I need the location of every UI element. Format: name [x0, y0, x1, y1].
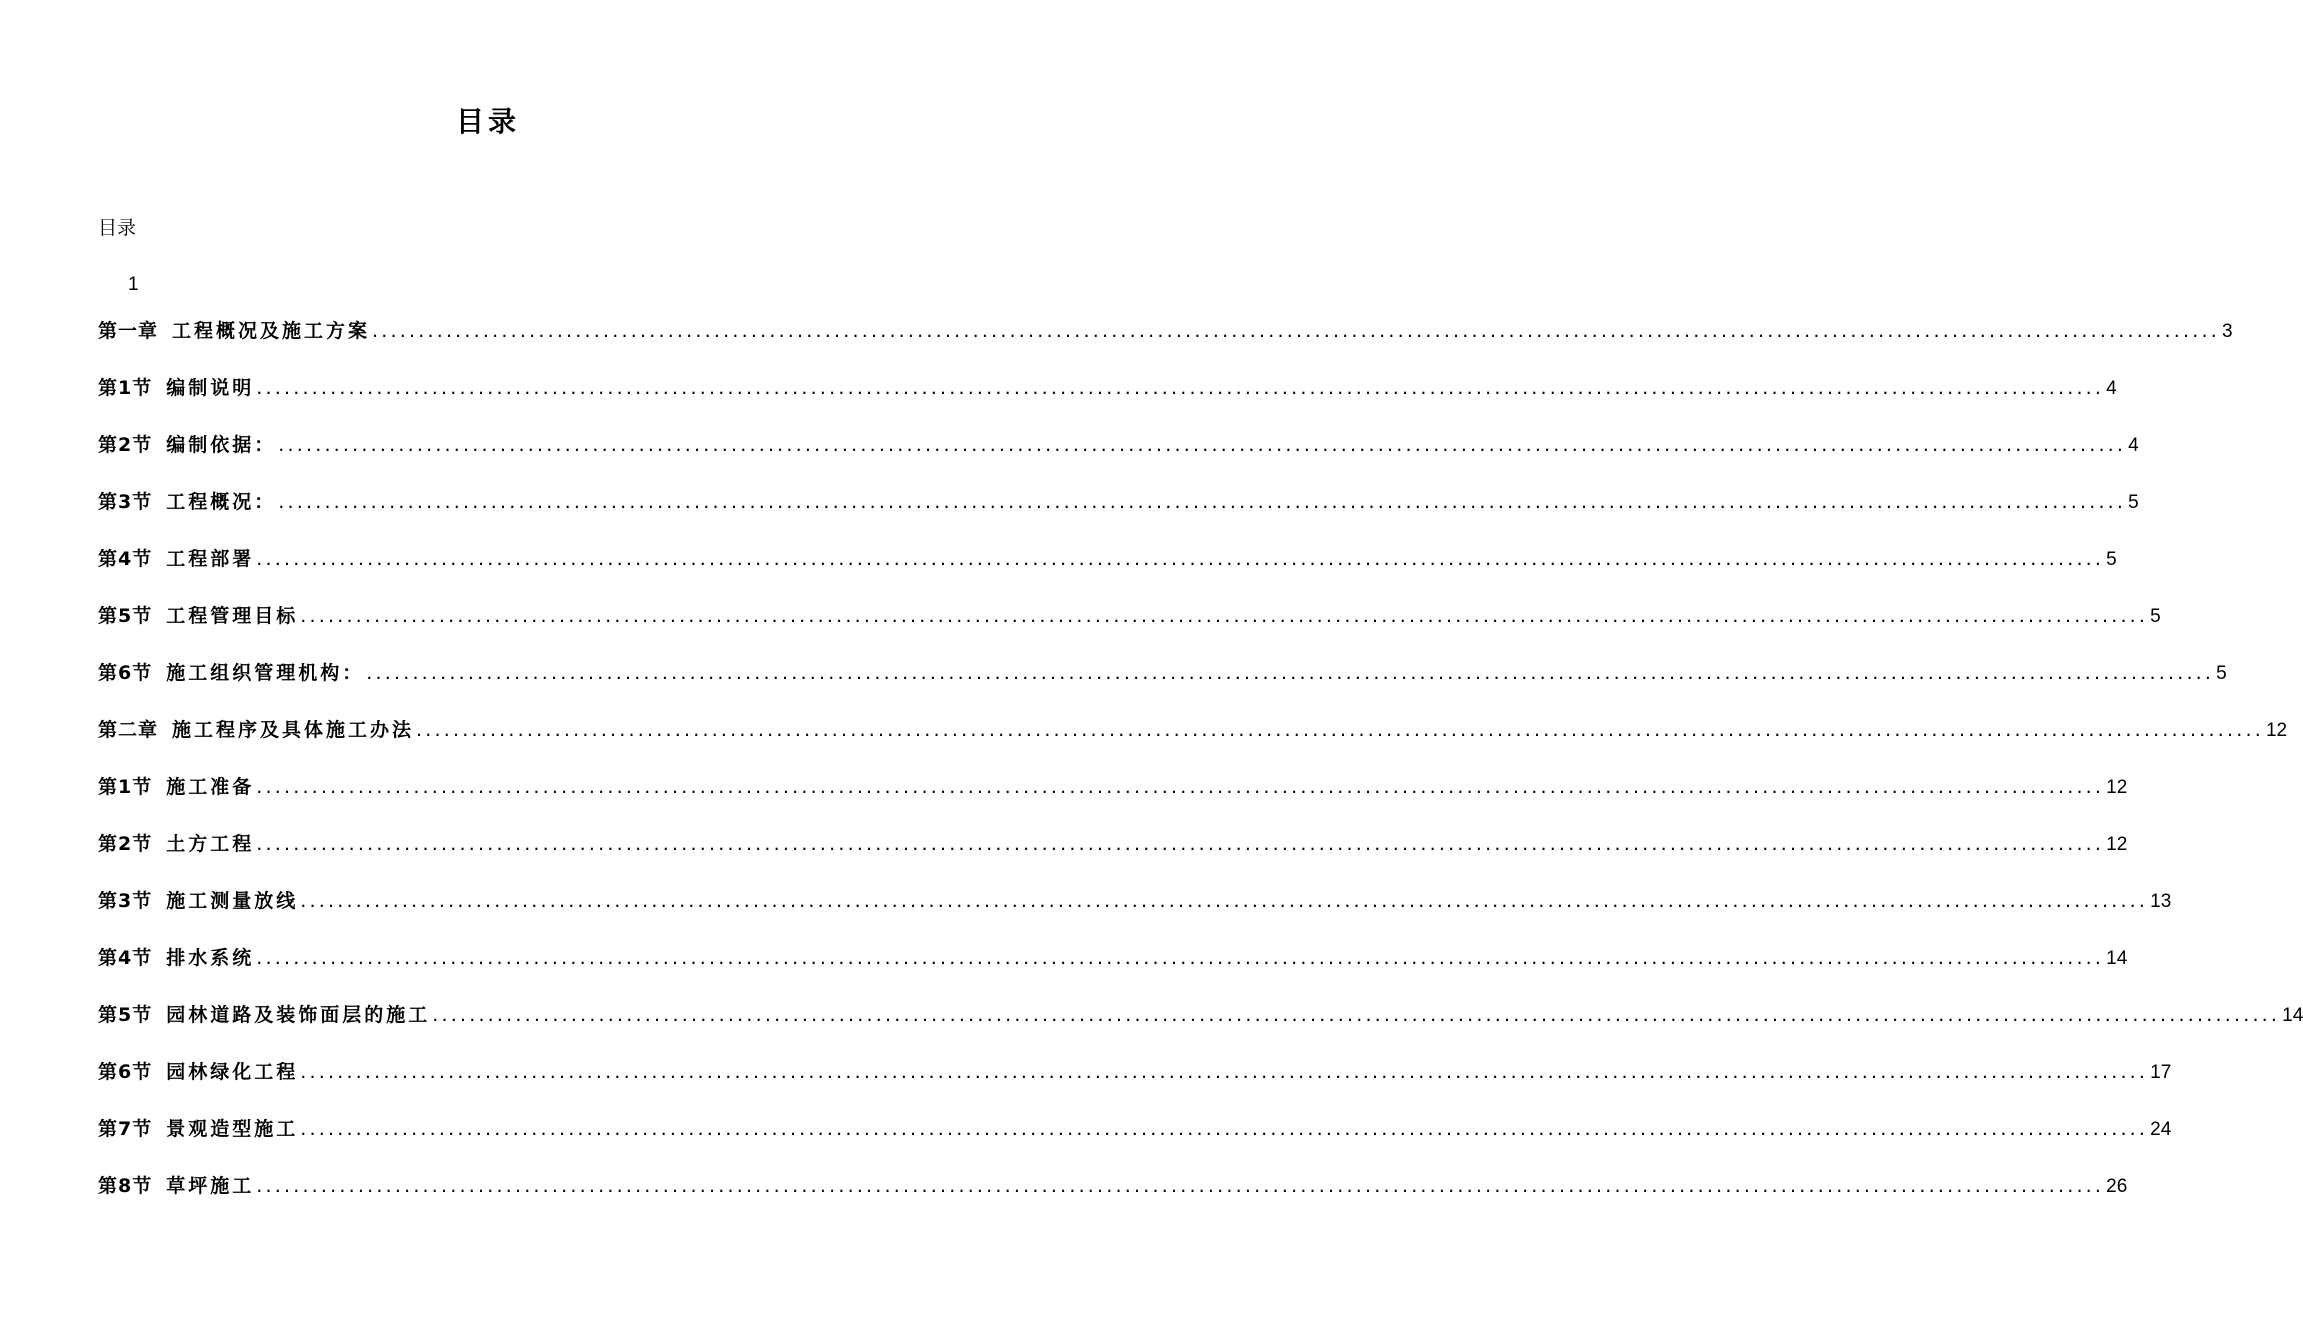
table-of-contents — [98, 316, 2303, 1228]
dot-leader: ........................................................................................................................................................................................................ — [256, 776, 2105, 798]
dot-leader: ........................................................................................................................................................................................................ — [300, 890, 2149, 912]
toc-entry[interactable] — [98, 316, 2233, 373]
toc-entry-title: 施工组织管理机构： — [166, 662, 365, 684]
toc-entry[interactable] — [98, 373, 2117, 430]
toc-entry[interactable] — [98, 1114, 2172, 1171]
toc-entry[interactable] — [98, 1000, 2303, 1057]
toc-entry-title: 排水系统 — [166, 947, 255, 969]
dot-leader: ........................................................................................................................................................................................................ — [278, 491, 2127, 513]
toc-entry-number: 第6节 — [98, 1061, 153, 1083]
toc-entry-number: 第4节 — [98, 947, 153, 969]
toc-entry-page: 14 — [2282, 1005, 2303, 1026]
toc-entry-page: 5 — [2216, 663, 2227, 684]
toc-entry[interactable] — [98, 715, 2288, 772]
toc-entry-title: 工程概况及施工方案 — [172, 320, 371, 342]
toc-entry-number: 第6节 — [98, 662, 153, 684]
toc-entry-number: 第7节 — [98, 1118, 153, 1140]
toc-entry-page: 4 — [2106, 378, 2117, 399]
toc-entry[interactable] — [98, 886, 2172, 943]
dot-leader: ........................................................................................................................................................................................................ — [256, 1175, 2105, 1197]
toc-entry-page: 24 — [2150, 1119, 2172, 1140]
toc-entry[interactable] — [98, 658, 2227, 715]
toc-entry-page: 5 — [2128, 492, 2139, 513]
toc-entry-title: 工程概况： — [166, 491, 277, 513]
toc-entry-number: 第1节 — [98, 377, 153, 399]
toc-entry-title: 编制依据： — [166, 434, 277, 456]
toc-entry-number: 第2节 — [98, 833, 153, 855]
toc-entry[interactable] — [98, 601, 2161, 658]
toc-entry-number: 第1节 — [98, 776, 153, 798]
dot-leader: ........................................................................................................................................................................................................ — [416, 719, 2264, 741]
toc-entry-number: 第4节 — [98, 548, 153, 570]
toc-entry[interactable] — [98, 1057, 2172, 1114]
toc-entry-title: 园林绿化工程 — [166, 1061, 299, 1083]
toc-entry[interactable] — [98, 829, 2128, 886]
dot-leader: ........................................................................................................................................................................................................ — [432, 1004, 2281, 1026]
toc-entry-number: 第二章 — [98, 719, 159, 741]
toc-entry-title: 工程部署 — [166, 548, 255, 570]
toc-entry-page: 13 — [2150, 891, 2172, 912]
toc-entry-number: 第3节 — [98, 491, 153, 513]
toc-entry-page: 4 — [2128, 435, 2139, 456]
dot-leader: ........................................................................................................................................................................................................ — [256, 548, 2105, 570]
toc-entry[interactable] — [98, 1171, 2128, 1228]
toc-entry-title: 草坪施工 — [166, 1175, 255, 1197]
toc-entry-page: 17 — [2150, 1062, 2172, 1083]
toc-entry-page: 3 — [2221, 321, 2233, 342]
dot-leader: ........................................................................................................................................................................................................ — [278, 434, 2127, 456]
toc-entry-title: 编制说明 — [166, 377, 255, 399]
toc-entry-title: 土方工程 — [166, 833, 255, 855]
toc-entry[interactable] — [98, 430, 2139, 487]
dot-leader: ........................................................................................................................................................................................................ — [300, 1118, 2149, 1140]
toc-entry[interactable] — [98, 772, 2128, 829]
toc-entry-page: 26 — [2106, 1176, 2128, 1197]
toc-entry-page: 5 — [2150, 606, 2161, 627]
dot-leader: ........................................................................................................................................................................................................ — [366, 662, 2215, 684]
toc-entry[interactable] — [98, 487, 2139, 544]
toc-entry-page: 5 — [2106, 549, 2117, 570]
dot-leader: ........................................................................................................................................................................................................ — [300, 1061, 2149, 1083]
dot-leader: ........................................................................................................................................................................................................ — [256, 833, 2105, 855]
toc-entry-page: 12 — [2106, 834, 2128, 855]
toc-entry-number: 第8节 — [98, 1175, 153, 1197]
dot-leader: ........................................................................................................................................................................................................ — [256, 377, 2105, 399]
dot-leader: ........................................................................................................................................................................................................ — [300, 605, 2149, 627]
dot-leader: ........................................................................................................................................................................................................ — [372, 320, 2220, 342]
page-number-label: 1 — [128, 274, 139, 295]
toc-entry-title: 工程管理目标 — [166, 605, 299, 627]
toc-entry[interactable] — [98, 544, 2117, 601]
page-title: 目录 — [455, 105, 520, 138]
toc-entry-page: 14 — [2106, 948, 2128, 969]
dot-leader: ........................................................................................................................................................................................................ — [256, 947, 2105, 969]
toc-entry-number: 第2节 — [98, 434, 153, 456]
toc-entry-title: 施工准备 — [166, 776, 255, 798]
toc-entry-title: 施工测量放线 — [166, 890, 299, 912]
toc-entry[interactable] — [98, 943, 2128, 1000]
toc-entry-title: 施工程序及具体施工办法 — [172, 719, 415, 741]
toc-entry-number: 第5节 — [98, 1004, 153, 1026]
toc-entry-page: 12 — [2106, 777, 2128, 798]
toc-heading: 目录 — [98, 217, 137, 239]
toc-entry-number: 第一章 — [98, 320, 159, 342]
toc-entry-number: 第3节 — [98, 890, 153, 912]
toc-entry-number: 第5节 — [98, 605, 153, 627]
toc-entry-title: 景观造型施工 — [166, 1118, 299, 1140]
toc-entry-title: 园林道路及装饰面层的施工 — [166, 1004, 431, 1026]
toc-entry-page: 12 — [2265, 720, 2288, 741]
